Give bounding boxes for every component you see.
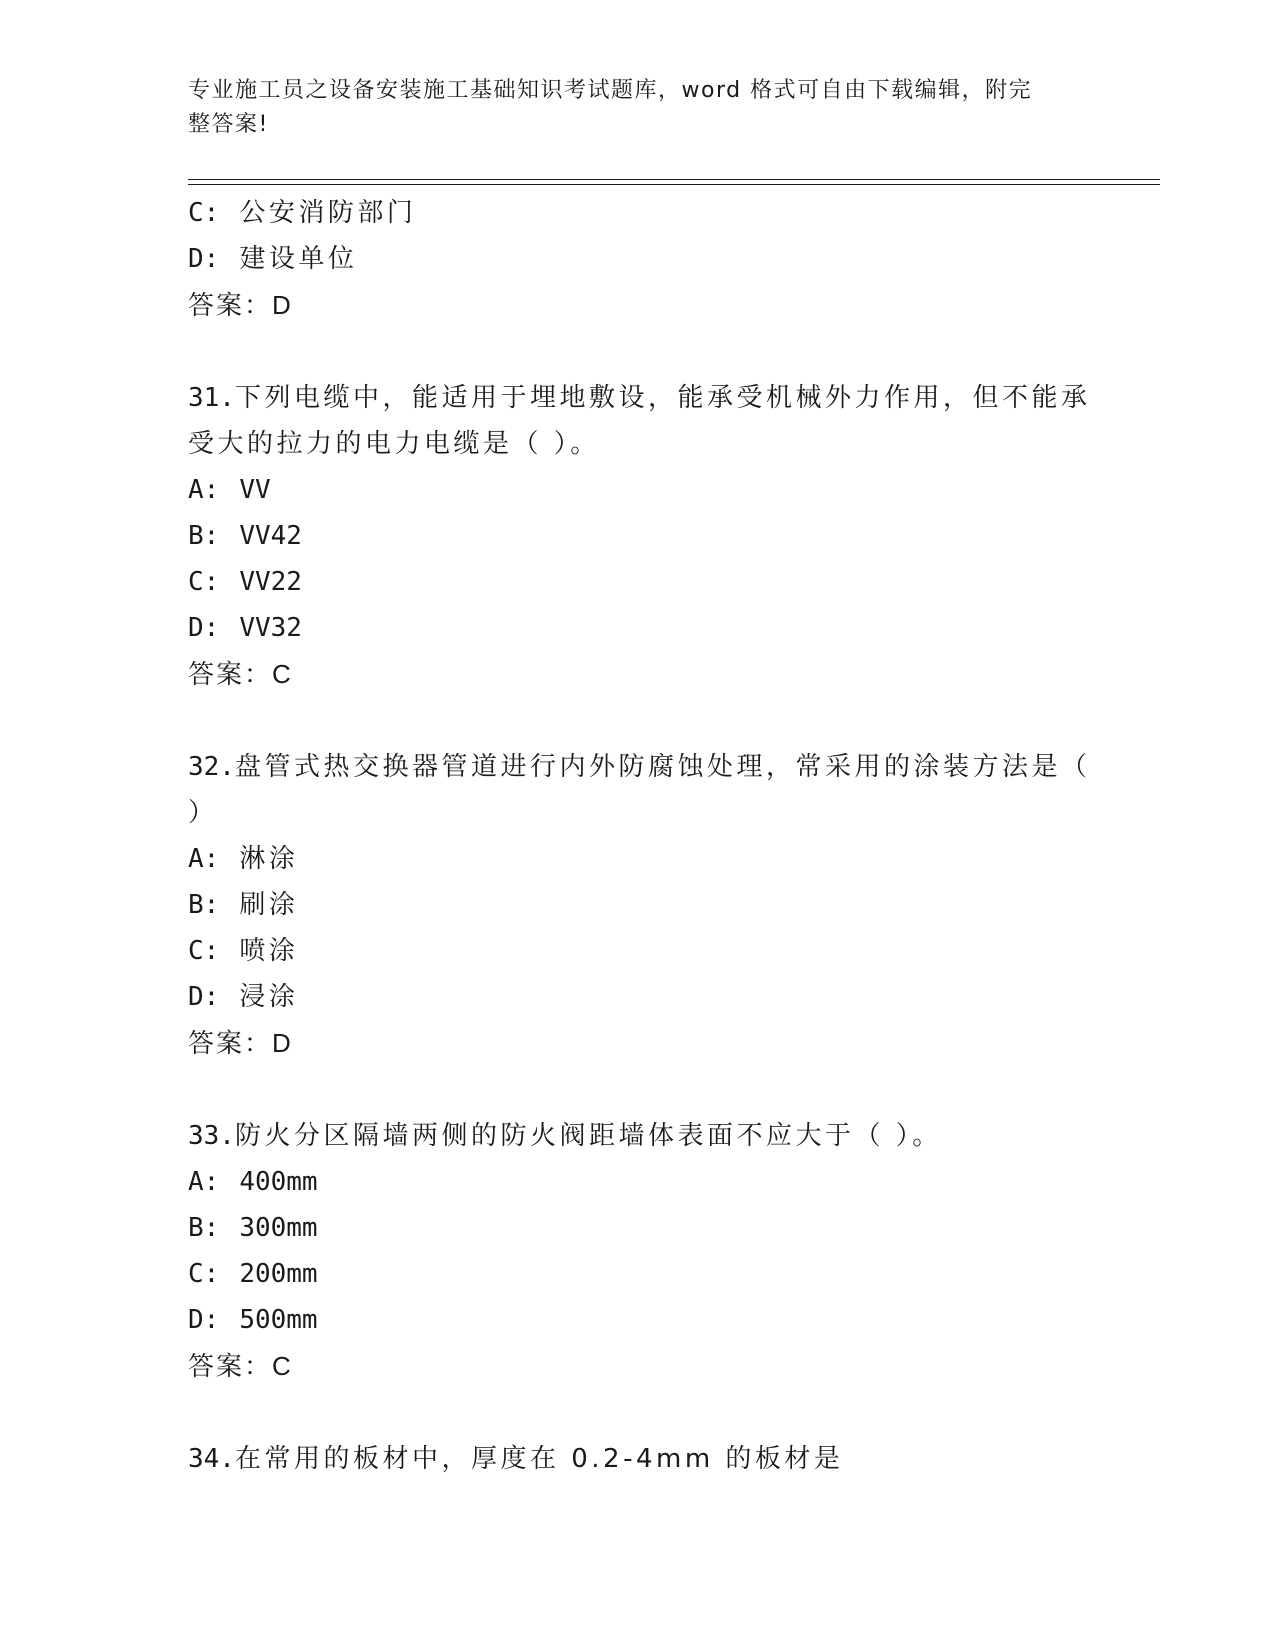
option-text: 淋涂	[239, 844, 299, 874]
question-text-line: ）	[188, 798, 218, 828]
option-text: VV32	[239, 613, 302, 643]
option-text: 200mm	[239, 1259, 318, 1289]
option-letter: C:	[188, 567, 220, 597]
option-letter: C:	[188, 198, 220, 228]
option-text: 500mm	[239, 1305, 318, 1335]
option-letter: B:	[188, 1213, 220, 1243]
question-number: 33.	[188, 1121, 235, 1151]
question-number: 32.	[188, 752, 235, 782]
answer-value: C	[272, 659, 291, 689]
question-number: 31.	[188, 383, 235, 413]
question-32	[188, 744, 1091, 1067]
option-text: VV22	[239, 567, 302, 597]
option-text: VV42	[239, 521, 302, 551]
question-text	[188, 1436, 1088, 1482]
option-text: 400mm	[239, 1167, 318, 1197]
option-letter: C:	[188, 1259, 220, 1289]
question-text	[188, 744, 1091, 790]
question-34	[188, 1436, 1088, 1482]
option-line	[188, 190, 1088, 236]
option-letter: D:	[188, 244, 220, 274]
question-33	[188, 1113, 1088, 1390]
option-text: 刷涂	[239, 890, 299, 920]
header-line-1: 专业施工员之设备安装施工基础知识考试题库，word 格式可自由下载编辑，附完	[188, 78, 1033, 103]
document-header	[188, 74, 1088, 142]
question-text-line: 在常用的板材中，厚度在 0.2-4mm 的板材是	[234, 1444, 844, 1474]
question-text-line: 盘管式热交换器管道进行内外防腐蚀处理，常采用的涂装方法是（	[234, 752, 1091, 782]
option-text: 300mm	[239, 1213, 318, 1243]
question-text-line: 受大的拉力的电力电缆是（ ）。	[188, 429, 600, 459]
header-rule-top	[188, 179, 1160, 180]
option-letter: A:	[188, 1167, 220, 1197]
answer-value: D	[272, 1028, 291, 1058]
option-letter: D:	[188, 982, 220, 1012]
answer-value: C	[272, 1351, 291, 1381]
option-letter: C:	[188, 936, 220, 966]
answer-line	[188, 1343, 1088, 1390]
option-text: VV	[239, 475, 271, 505]
question-text	[188, 375, 1091, 421]
option-line	[188, 1159, 1088, 1205]
header-rule-bottom	[188, 184, 1160, 185]
question-text-line: 下列电缆中，能适用于埋地敷设，能承受机械外力作用，但不能承	[234, 383, 1091, 413]
answer-line	[188, 282, 1088, 329]
option-line	[188, 467, 1088, 513]
question-text	[188, 1113, 1088, 1159]
header-line-2: 整答案!	[188, 112, 269, 137]
option-text: 建设单位	[239, 244, 358, 274]
answer-value: D	[272, 290, 291, 320]
option-line	[188, 1251, 1088, 1297]
option-text: 公安消防部门	[239, 198, 417, 228]
option-line	[188, 605, 1088, 651]
answer-label: 答案：	[188, 1029, 273, 1059]
question-number: 34.	[188, 1444, 235, 1474]
option-line	[188, 1297, 1088, 1343]
option-letter: B:	[188, 890, 220, 920]
prev-question	[188, 190, 1088, 329]
option-line	[188, 1205, 1088, 1251]
option-letter: A:	[188, 844, 220, 874]
answer-label: 答案：	[188, 660, 273, 690]
option-letter: D:	[188, 613, 220, 643]
option-line	[188, 836, 1088, 882]
answer-label: 答案：	[188, 291, 273, 321]
option-letter: D:	[188, 1305, 220, 1335]
answer-label: 答案：	[188, 1352, 273, 1382]
option-text: 喷涂	[239, 936, 299, 966]
question-body	[188, 190, 1091, 1482]
option-line	[188, 928, 1088, 974]
option-line	[188, 559, 1088, 605]
answer-line	[188, 1020, 1088, 1067]
option-letter: A:	[188, 475, 220, 505]
question-text-line: 防火分区隔墙两侧的防火阀距墙体表面不应大于（ ）。	[234, 1121, 942, 1151]
option-line	[188, 236, 1088, 282]
option-line	[188, 513, 1088, 559]
answer-line	[188, 651, 1088, 698]
question-31	[188, 375, 1091, 698]
option-line	[188, 974, 1088, 1020]
option-line	[188, 882, 1088, 928]
option-letter: B:	[188, 521, 220, 551]
option-text: 浸涂	[239, 982, 299, 1012]
